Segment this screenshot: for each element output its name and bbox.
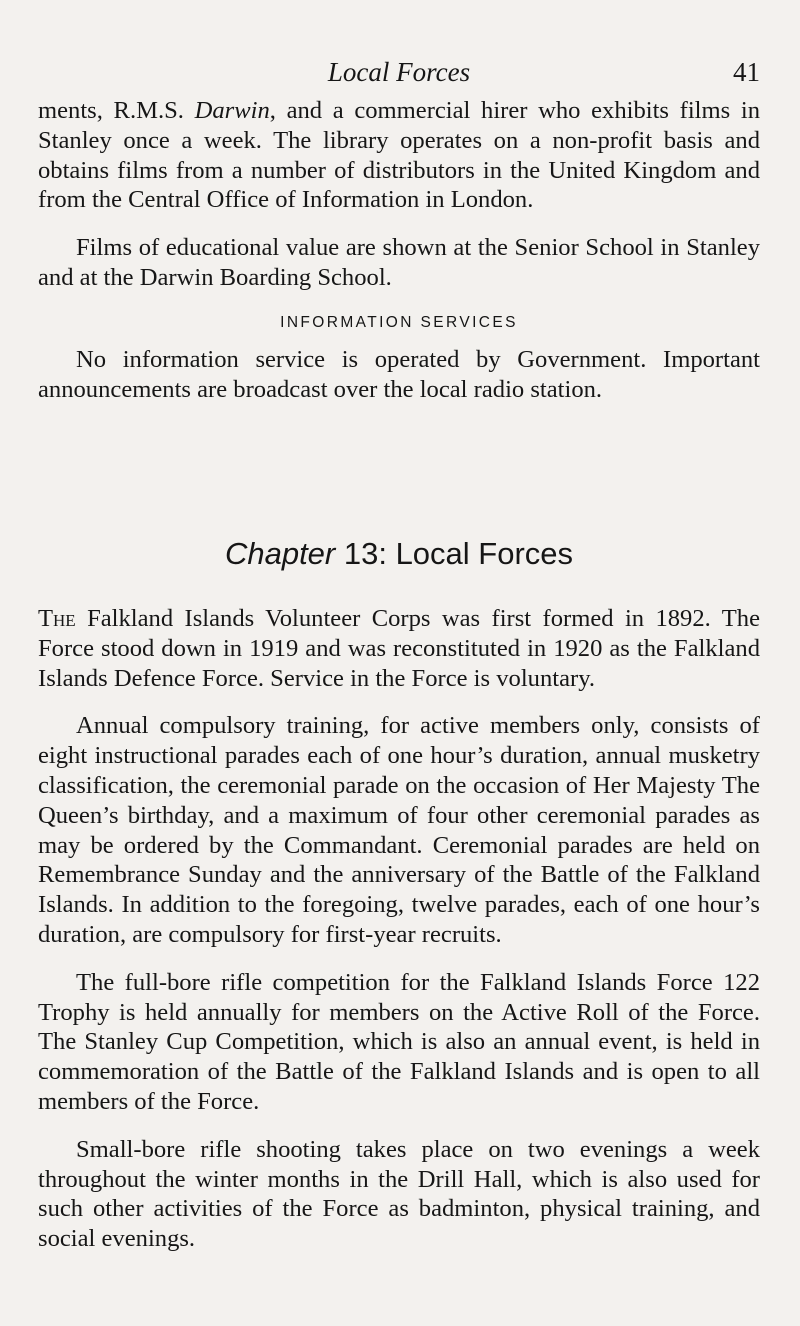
page-number: 41 (733, 57, 760, 87)
ship-name: Darwin (194, 97, 270, 124)
chapter-heading (38, 535, 760, 573)
continuation-paragraph (38, 96, 760, 215)
chapter-text-block (38, 604, 760, 1254)
small-bore-paragraph: Small-bore rifle shooting takes place on two evenings a week throughout the winter months in the Drill Hall, which is also used for such other activities of the Force as badminton, physical training, and social evenings. (38, 1135, 760, 1253)
chapter-title: 13: Local Forces (335, 536, 574, 571)
information-services-heading: INFORMATION SERVICES (280, 314, 518, 331)
continuation-lead: ments, R.M.S. (38, 97, 195, 124)
competitions-paragraph: The full-bore rifle competition for the Falkland Islands Force 122 Trophy is held annually for members on the Active Roll of the Force. The Stanley Cup Competition, which is also an annual event, is held in commemoration of the Battle of the Falkland Islands and is open to all members of the Force. (38, 968, 760, 1115)
information-services-block (38, 345, 760, 405)
continuation-rest: , and a commercial hirer who exhibits films in Stanley once a week. The library operates on a non-profit basis and obtains films from a number of distributors in the United Kingdom and from the Central Office of Information in London. (38, 97, 760, 214)
running-head (38, 52, 760, 96)
training-paragraph: Annual compulsory training, for active members only, consists of eight instructional parades each of one hour’s duration, annual musketry classification, the ceremonial parade on the occasion of Her Majesty The Queen’s birthday, and a maximum of four other ceremonial parades as may be ordered by the Commandant. Ceremonial parades are held on Remembrance Sunday and the anniversary of the Battle of the Falkland Islands. In addition to the foregoing, twelve parades, each of one hour’s duration, are compulsory for first-year recruits. (38, 712, 760, 948)
opening-rest: Falkland Islands Volunteer Corps was first formed in 1892. The Force stood down in 1919 and was reconstituted in 1920 as the Falkland Islands Defence Force. Service in the Force is voluntary. (38, 605, 760, 692)
chapter-opening-paragraph (38, 604, 760, 693)
running-title: Local Forces (327, 57, 471, 87)
chapter-word: Chapter (224, 536, 336, 571)
opening-text-block (38, 96, 760, 293)
educational-films-paragraph: Films of educational value are shown at the Senior School in Stanley and at the Darwin Boarding School. (38, 234, 760, 291)
information-services-paragraph: No information service is operated by Government. Important announcements are broadcast over the local radio station. (38, 346, 760, 403)
opening-word: The (38, 605, 76, 632)
